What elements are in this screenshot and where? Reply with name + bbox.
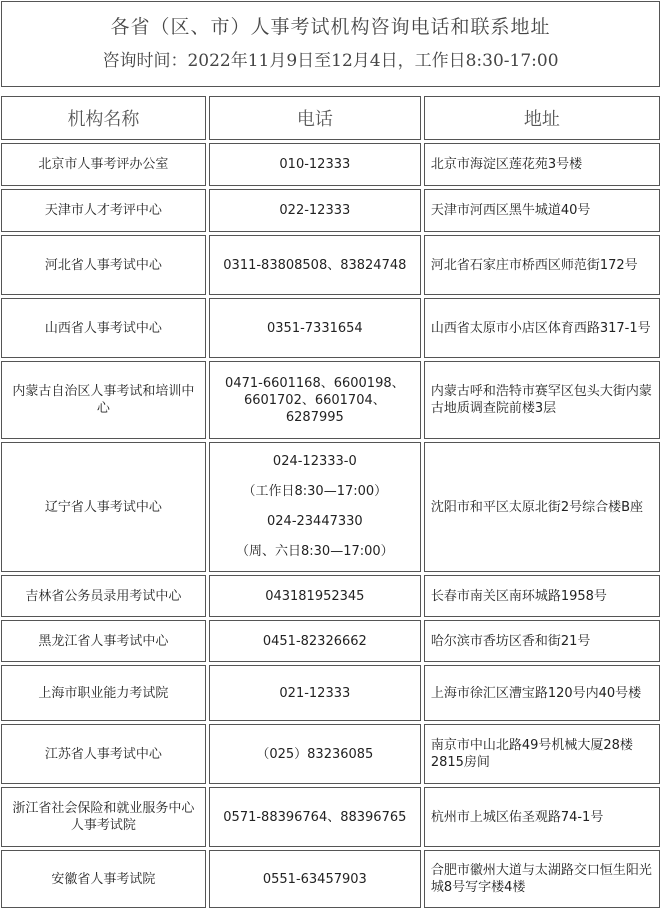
institution-name: 山西省人事考试中心: [1, 298, 206, 358]
table-row: [1, 442, 660, 572]
table-row: [1, 575, 660, 617]
phone-line: 024-12333-0: [272, 454, 357, 469]
phone-cell: [209, 665, 421, 721]
phone-line: 022-12333: [279, 203, 351, 218]
address: 河北省石家庄市桥西区师范街172号: [424, 235, 660, 295]
phone-line: 021-12333: [279, 685, 351, 701]
phone-line: 0471-6601168、6600198、6601702、6601704、6287995: [225, 375, 405, 425]
phone-line: 0571-88396764、88396765: [223, 809, 407, 825]
institution-name: 内蒙古自治区人事考试和培训中心: [1, 361, 206, 439]
phone-line: 0551-63457903: [262, 871, 367, 887]
phone-cell: [209, 442, 421, 572]
table-row: [1, 665, 660, 721]
phone-cell: [209, 850, 421, 908]
institution-name: 浙江省社会保险和就业服务中心人事考试院: [1, 787, 206, 847]
table-row: [1, 620, 660, 662]
table-row: [1, 724, 660, 784]
phone-line: 0351-7331654: [267, 320, 363, 336]
address: 哈尔滨市香坊区香和街21号: [424, 620, 660, 662]
phone-line: （工作日8:30—17:00）: [242, 484, 388, 499]
address: 北京市海淀区莲花苑3号楼: [424, 143, 660, 186]
phone-cell: [209, 787, 421, 847]
phone-line: 024-23447330: [267, 514, 363, 529]
table-header-row: [1, 96, 660, 140]
address: 内蒙古呼和浩特市赛罕区包头大街内蒙古地质调查院前楼3层: [424, 361, 660, 439]
address: 天津市河西区黑牛城道40号: [424, 189, 660, 232]
address: 长春市南关区南环城路1958号: [424, 575, 660, 617]
phone-cell: [209, 235, 421, 295]
phone-cell: [209, 575, 421, 617]
address: 合肥市徽州大道与太湖路交口恒生阳光城8号写字楼4楼: [424, 850, 660, 908]
phone-cell: [209, 189, 421, 232]
address: 山西省太原市小店区体育西路317-1号: [424, 298, 660, 358]
phone-cell: [209, 298, 421, 358]
table-row: [1, 143, 660, 186]
address: 上海市徐汇区漕宝路120号内40号楼: [424, 665, 660, 721]
table-row: [1, 850, 660, 908]
institution-name: 黑龙江省人事考试中心: [1, 620, 206, 662]
institution-name: 安徽省人事考试院: [1, 850, 206, 908]
table-row: [1, 298, 660, 358]
address: 沈阳市和平区太原北街2号综合楼B座: [424, 442, 660, 572]
phone-line: 0451-82326662: [262, 633, 367, 649]
phone-line: 0311-83808508、83824748: [223, 257, 407, 273]
institution-name: 河北省人事考试中心: [1, 235, 206, 295]
consultation-time: 咨询时间：2022年11月9日至12月4日，工作日8:30-17:00: [102, 51, 559, 71]
document-title: 各省（区、市）人事考试机构咨询电话和联系地址: [110, 16, 551, 38]
contact-document: [1, 1, 660, 911]
document-header: [1, 1, 660, 87]
phone-line: （周、六日8:30—17:00）: [236, 544, 394, 559]
column-header-address: 地址: [424, 96, 660, 140]
table-body: [1, 143, 660, 908]
phone-line: （025）83236085: [256, 746, 374, 762]
institution-name: 天津市人才考评中心: [1, 189, 206, 232]
contact-table: [0, 93, 662, 911]
phone-cell: [209, 143, 421, 186]
phone-line: 010-12333: [279, 157, 351, 172]
institution-name: 北京市人事考评办公室: [1, 143, 206, 186]
institution-name: 江苏省人事考试中心: [1, 724, 206, 784]
column-header-phone: 电话: [209, 96, 421, 140]
table-row: [1, 361, 660, 439]
phone-cell: [209, 361, 421, 439]
phone-cell: [209, 620, 421, 662]
phone-cell: [209, 724, 421, 784]
phone-line: 043181952345: [265, 588, 365, 604]
table-row: [1, 787, 660, 847]
table-row: [1, 189, 660, 232]
column-header-name: 机构名称: [1, 96, 206, 140]
address: 南京市中山北路49号机械大厦28楼2815房间: [424, 724, 660, 784]
address: 杭州市上城区佑圣观路74-1号: [424, 787, 660, 847]
institution-name: 上海市职业能力考试院: [1, 665, 206, 721]
table-row: [1, 235, 660, 295]
institution-name: 吉林省公务员录用考试中心: [1, 575, 206, 617]
institution-name: 辽宁省人事考试中心: [1, 442, 206, 572]
